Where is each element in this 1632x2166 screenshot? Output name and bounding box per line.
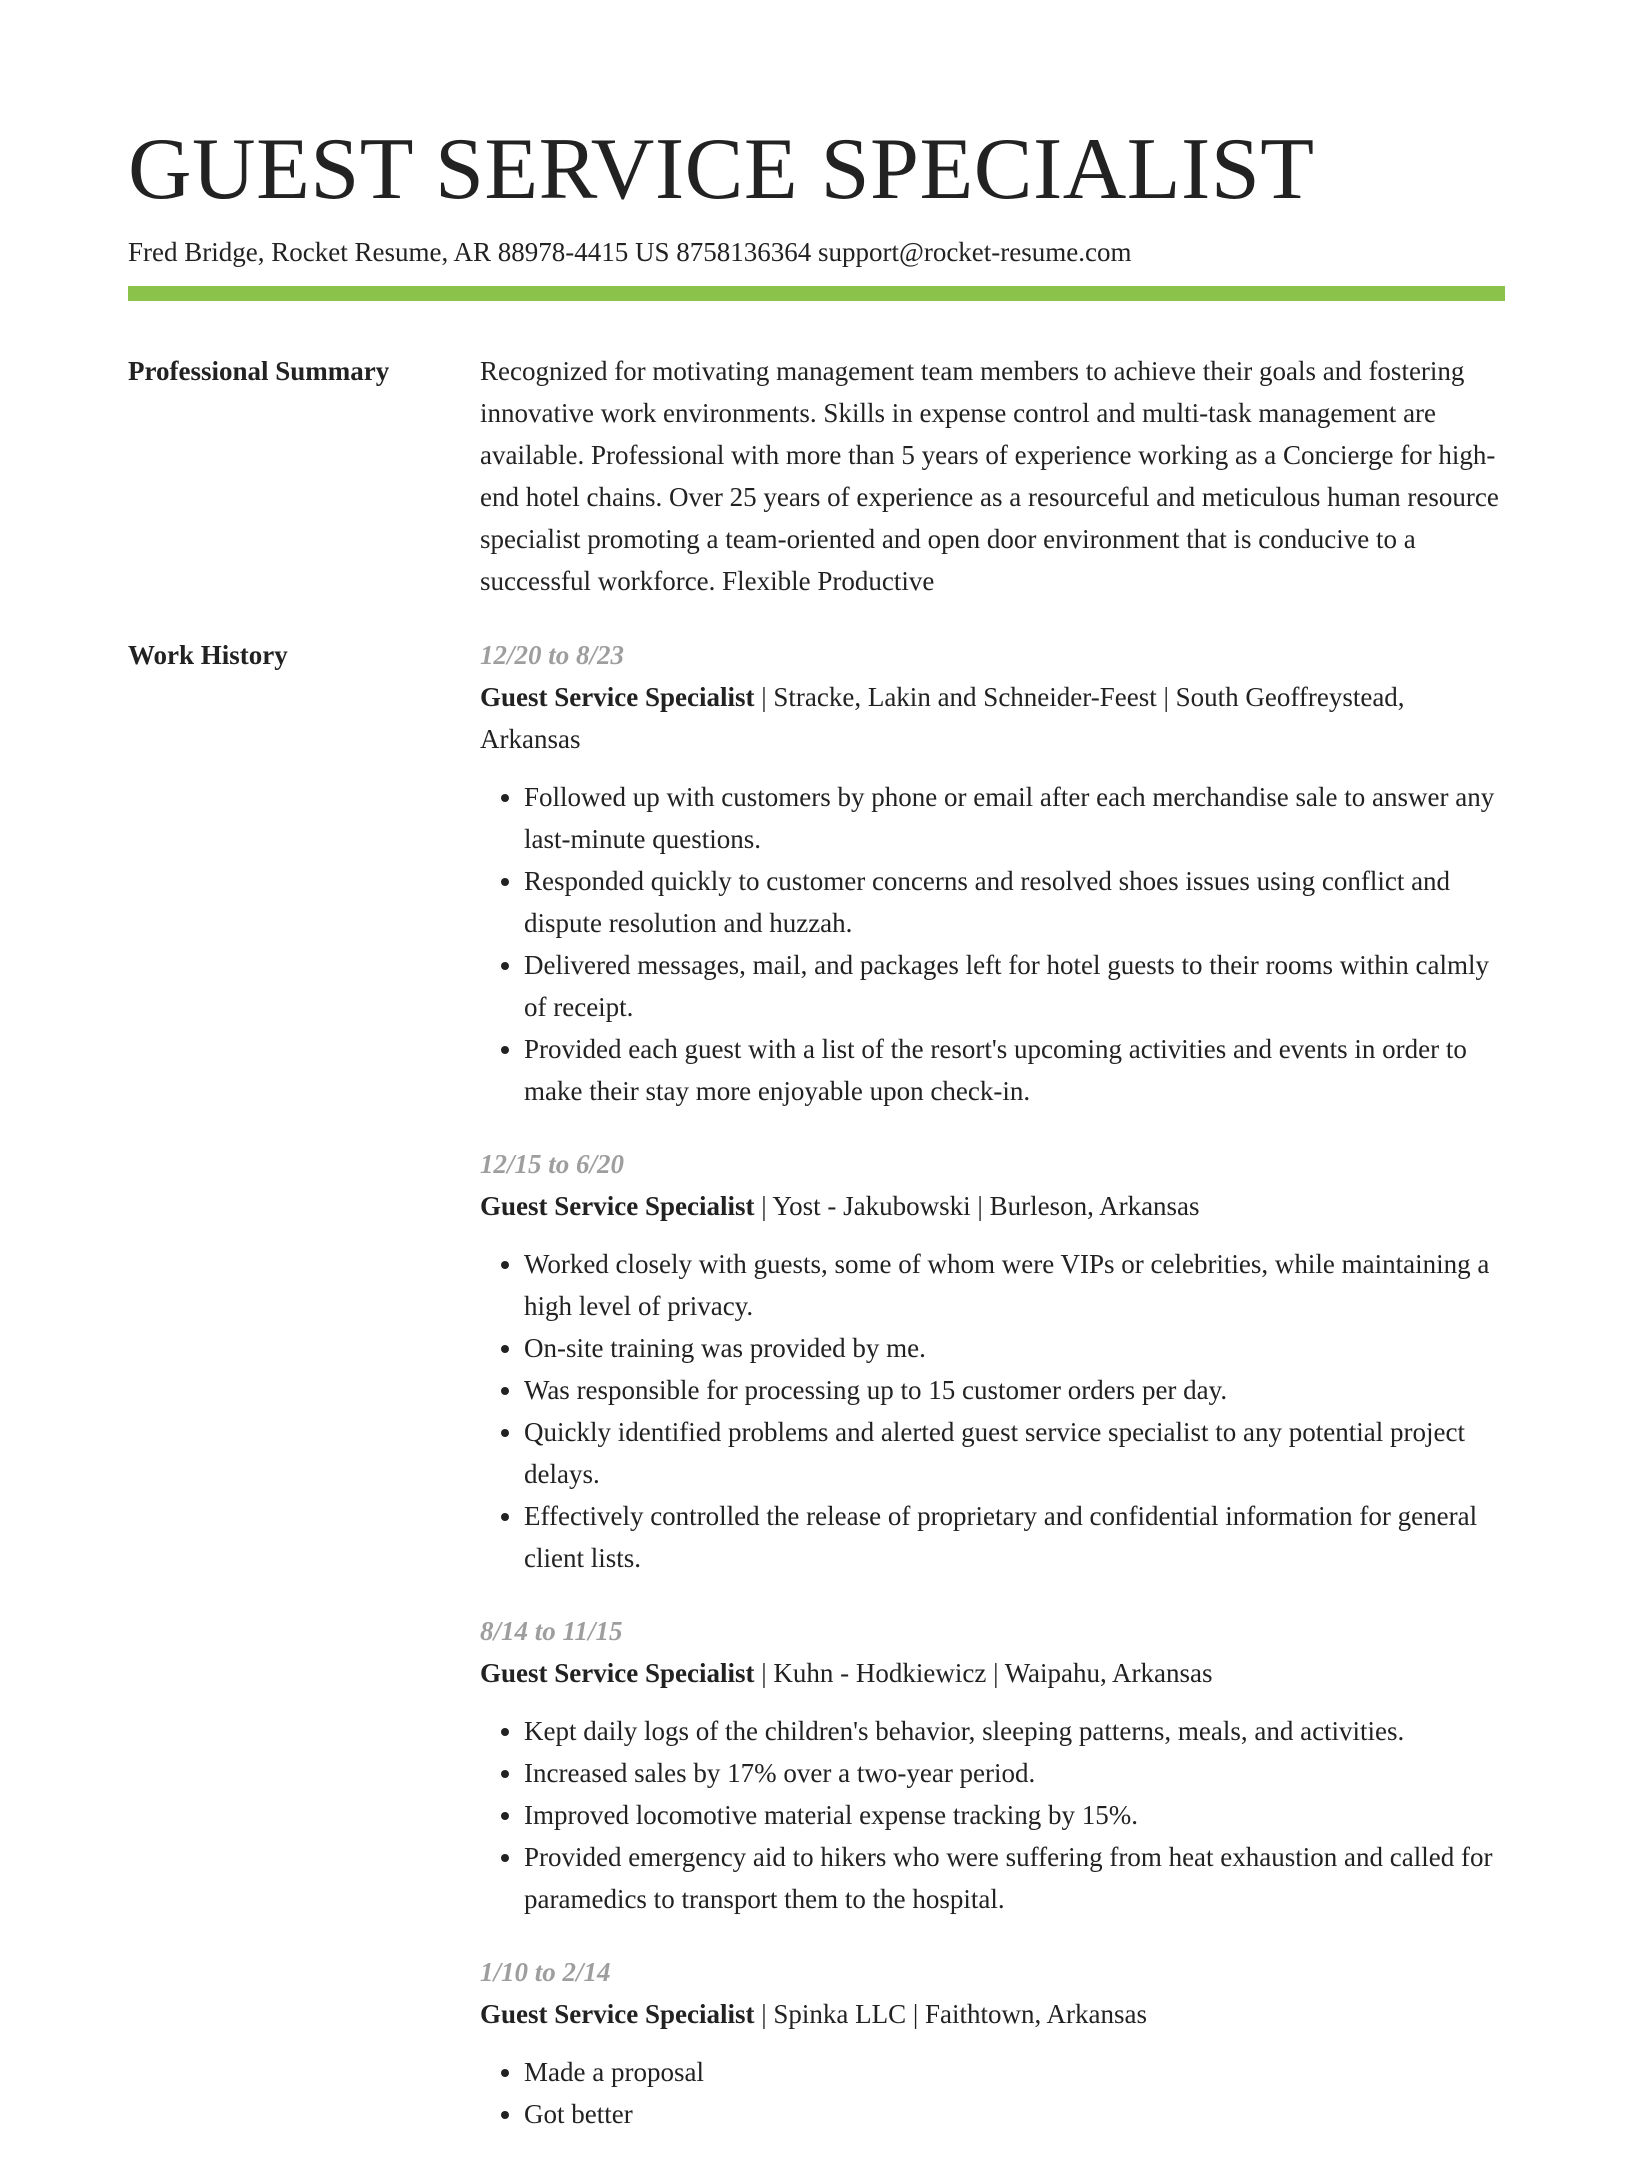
job-title-line	[480, 1652, 1505, 1694]
job-title: Guest Service Specialist	[480, 1658, 755, 1688]
job-bullet: • Delivered messages, mail, and packages left for hotel guests to their rooms within calmly of receipt.	[524, 944, 1505, 1028]
job-dates: 12/15 to 6/20	[480, 1149, 625, 1179]
job-title: Guest Service Specialist	[480, 682, 755, 712]
job-bullet: • Responded quickly to customer concerns and resolved shoes issues using conflict and dispute resolution and huzzah.	[524, 860, 1505, 944]
resume-header	[128, 118, 1505, 270]
work-history-body	[480, 634, 1505, 2166]
professional-summary-text: Recognized for motivating management team members to achieve their goals and fostering innovative work environments. Skills in expense control and multi-task management are available. Professional with more than 5 years of experience working as a Concierge for high-end hotel chains. Over 25 years of experience as a resourceful and meticulous human resource specialist promoting a team-oriented and open door environment that is conducive to a successful workforce. Flexible Productive	[480, 356, 1499, 596]
job-bullet: • Worked closely with guests, some of whom were VIPs or celebrities, while maintaining a high level of privacy.	[524, 1243, 1505, 1327]
job-bullet: • Kept daily logs of the children's behavior, sleeping patterns, meals, and activities.	[524, 1710, 1505, 1752]
job-entry	[480, 634, 1505, 1112]
job-bullet-list	[480, 1710, 1505, 1920]
job-details: | Spinka LLC | Faithtown, Arkansas	[754, 1999, 1148, 2029]
job-entry	[480, 1610, 1505, 1920]
professional-summary-body	[480, 350, 1505, 602]
job-dates: 12/20 to 8/23	[480, 640, 625, 670]
job-entry	[480, 1143, 1505, 1579]
job-title-line	[480, 1993, 1505, 2035]
contact-line: Fred Bridge, Rocket Resume, AR 88978-4415 US 8758136364 support@rocket-resume.com	[128, 237, 1132, 267]
job-title: Guest Service Specialist	[480, 1999, 755, 2029]
job-dates: 8/14 to 11/15	[480, 1616, 623, 1646]
job-details: | Stracke, Lakin and Schneider-Feest | South Geoffreystead, Arkansas	[480, 682, 1405, 754]
resume-title: GUEST SERVICE SPECIALIST	[128, 121, 1315, 218]
job-bullet: • Made a proposal	[524, 2051, 1505, 2093]
job-bullet: • On-site training was provided by me.	[524, 1327, 1505, 1369]
job-bullet: • Was responsible for processing up to 15 customer orders per day.	[524, 1369, 1505, 1411]
accent-divider	[128, 286, 1505, 301]
job-title: Guest Service Specialist	[480, 1191, 755, 1221]
job-bullet-list	[480, 1243, 1505, 1579]
job-bullet: • Quickly identified problems and alerted guest service specialist to any potential project delays.	[524, 1411, 1505, 1495]
job-bullet: • Provided each guest with a list of the resort's upcoming activities and events in order to make their stay more enjoyable upon check-in.	[524, 1028, 1505, 1112]
professional-summary-label: Professional Summary	[128, 356, 390, 386]
job-details: | Yost - Jakubowski | Burleson, Arkansas	[754, 1191, 1200, 1221]
job-entry	[480, 1951, 1505, 2135]
job-bullet: • Increased sales by 17% over a two-year period.	[524, 1752, 1505, 1794]
job-bullet: • Followed up with customers by phone or email after each merchandise sale to answer any last-minute questions.	[524, 776, 1505, 860]
job-bullet: • Provided emergency aid to hikers who were suffering from heat exhaustion and called for paramedics to transport them to the hospital.	[524, 1836, 1505, 1920]
job-title-line	[480, 1185, 1505, 1227]
job-bullet-list	[480, 2051, 1505, 2135]
job-title-line	[480, 676, 1505, 760]
work-history-label: Work History	[128, 640, 288, 670]
job-details: | Kuhn - Hodkiewicz | Waipahu, Arkansas	[754, 1658, 1213, 1688]
job-bullet-list	[480, 776, 1505, 1112]
job-dates: 1/10 to 2/14	[480, 1957, 611, 1987]
job-bullet: • Improved locomotive material expense tracking by 15%.	[524, 1794, 1505, 1836]
job-bullet: • Effectively controlled the release of proprietary and confidential information for general client lists.	[524, 1495, 1505, 1579]
job-bullet: • Got better	[524, 2093, 1505, 2135]
